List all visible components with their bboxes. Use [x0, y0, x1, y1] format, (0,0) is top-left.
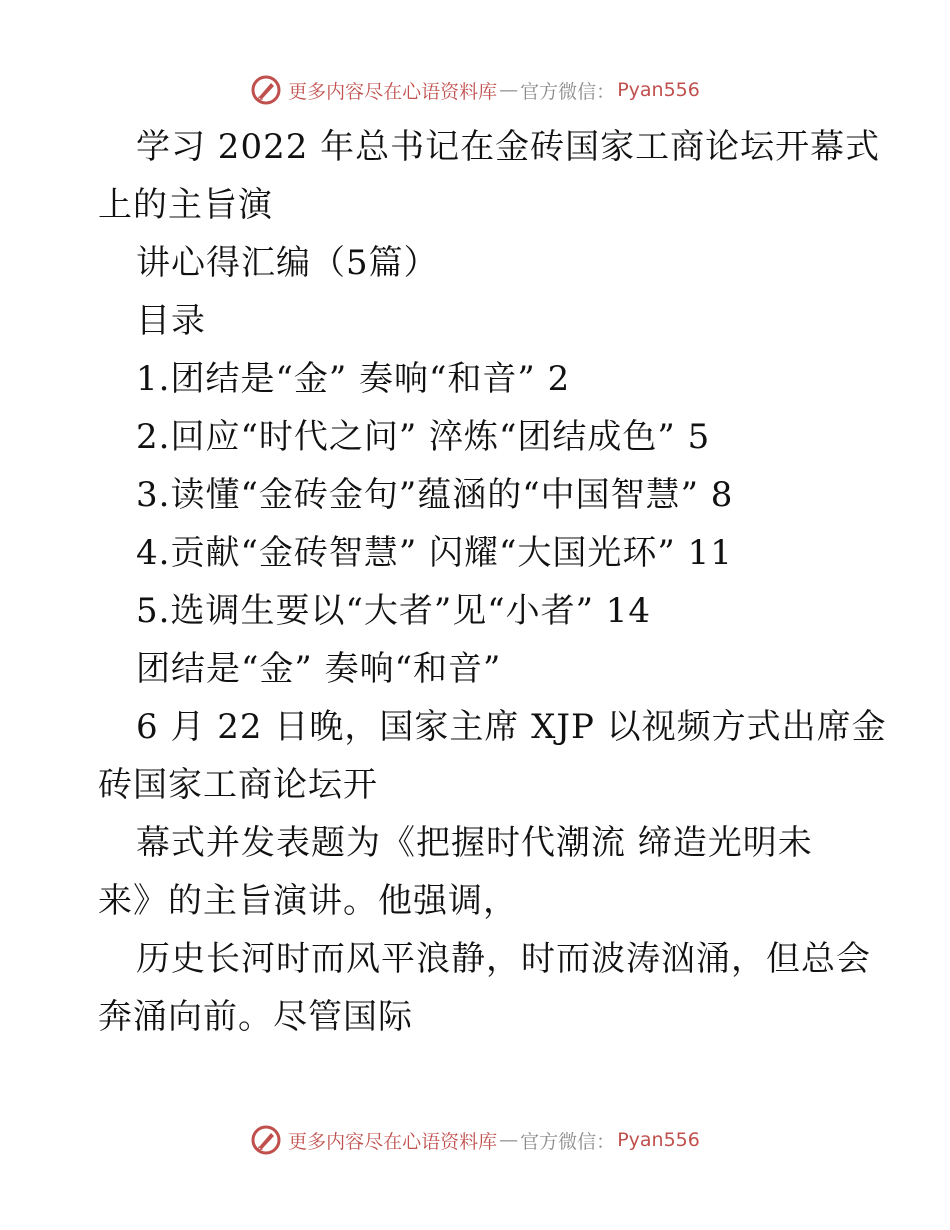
pen-logo-icon [250, 74, 282, 106]
header-watermark-banner [0, 70, 950, 110]
document-line: 幕式并发表题为《把握时代潮流 缔造光明未 [136, 823, 813, 863]
document-line: 上的主旨演 [98, 185, 273, 225]
document-line: 团结是“金” 奏响“和音” [136, 649, 502, 689]
document-line: 讲心得汇编（5篇） [136, 243, 439, 283]
document-line: 1.团结是“金” 奏响“和音” 2 [136, 359, 571, 399]
document-line: 2.回应“时代之问” 淬炼“团结成色” 5 [136, 417, 711, 457]
document-line: 学习 2022 年总书记在金砖国家工商论坛开幕式 [136, 127, 881, 167]
banner-text: 更多内容尽在心语资料库 [288, 80, 498, 103]
document-line: 来》的主旨演讲。他强调， [98, 881, 518, 921]
document-line: 4.贡献“金砖智慧” 闪耀“大国光环” 11 [136, 533, 733, 573]
document-line: 奔涌向前。尽管国际 [98, 997, 413, 1037]
banner-separator: — [499, 1129, 519, 1151]
document-line: 砖国家工商论坛开 [98, 765, 378, 805]
document-line: 目录 [136, 301, 206, 341]
banner-separator: — [499, 79, 519, 101]
document-body [98, 118, 887, 1046]
pen-logo-icon [250, 1124, 282, 1156]
banner-wechat-id: Pyan556 [617, 79, 700, 101]
document-line: 历史长河时而风平浪静，时而波涛汹涌，但总会 [136, 939, 871, 979]
document-line: 5.选调生要以“大者”见“小者” 14 [136, 591, 652, 631]
document-line: 3.读懂“金砖金句”蕴涵的“中国智慧” 8 [136, 475, 734, 515]
banner-wechat-label: 官方微信： [520, 80, 616, 103]
banner-wechat-id: Pyan556 [617, 1129, 700, 1151]
footer-watermark-banner [0, 1120, 950, 1160]
banner-text: 更多内容尽在心语资料库 [288, 1130, 498, 1153]
document-line: 6 月 22 日晚，国家主席 XJP 以视频方式出席金 [136, 707, 887, 747]
banner-wechat-label: 官方微信： [520, 1130, 616, 1153]
